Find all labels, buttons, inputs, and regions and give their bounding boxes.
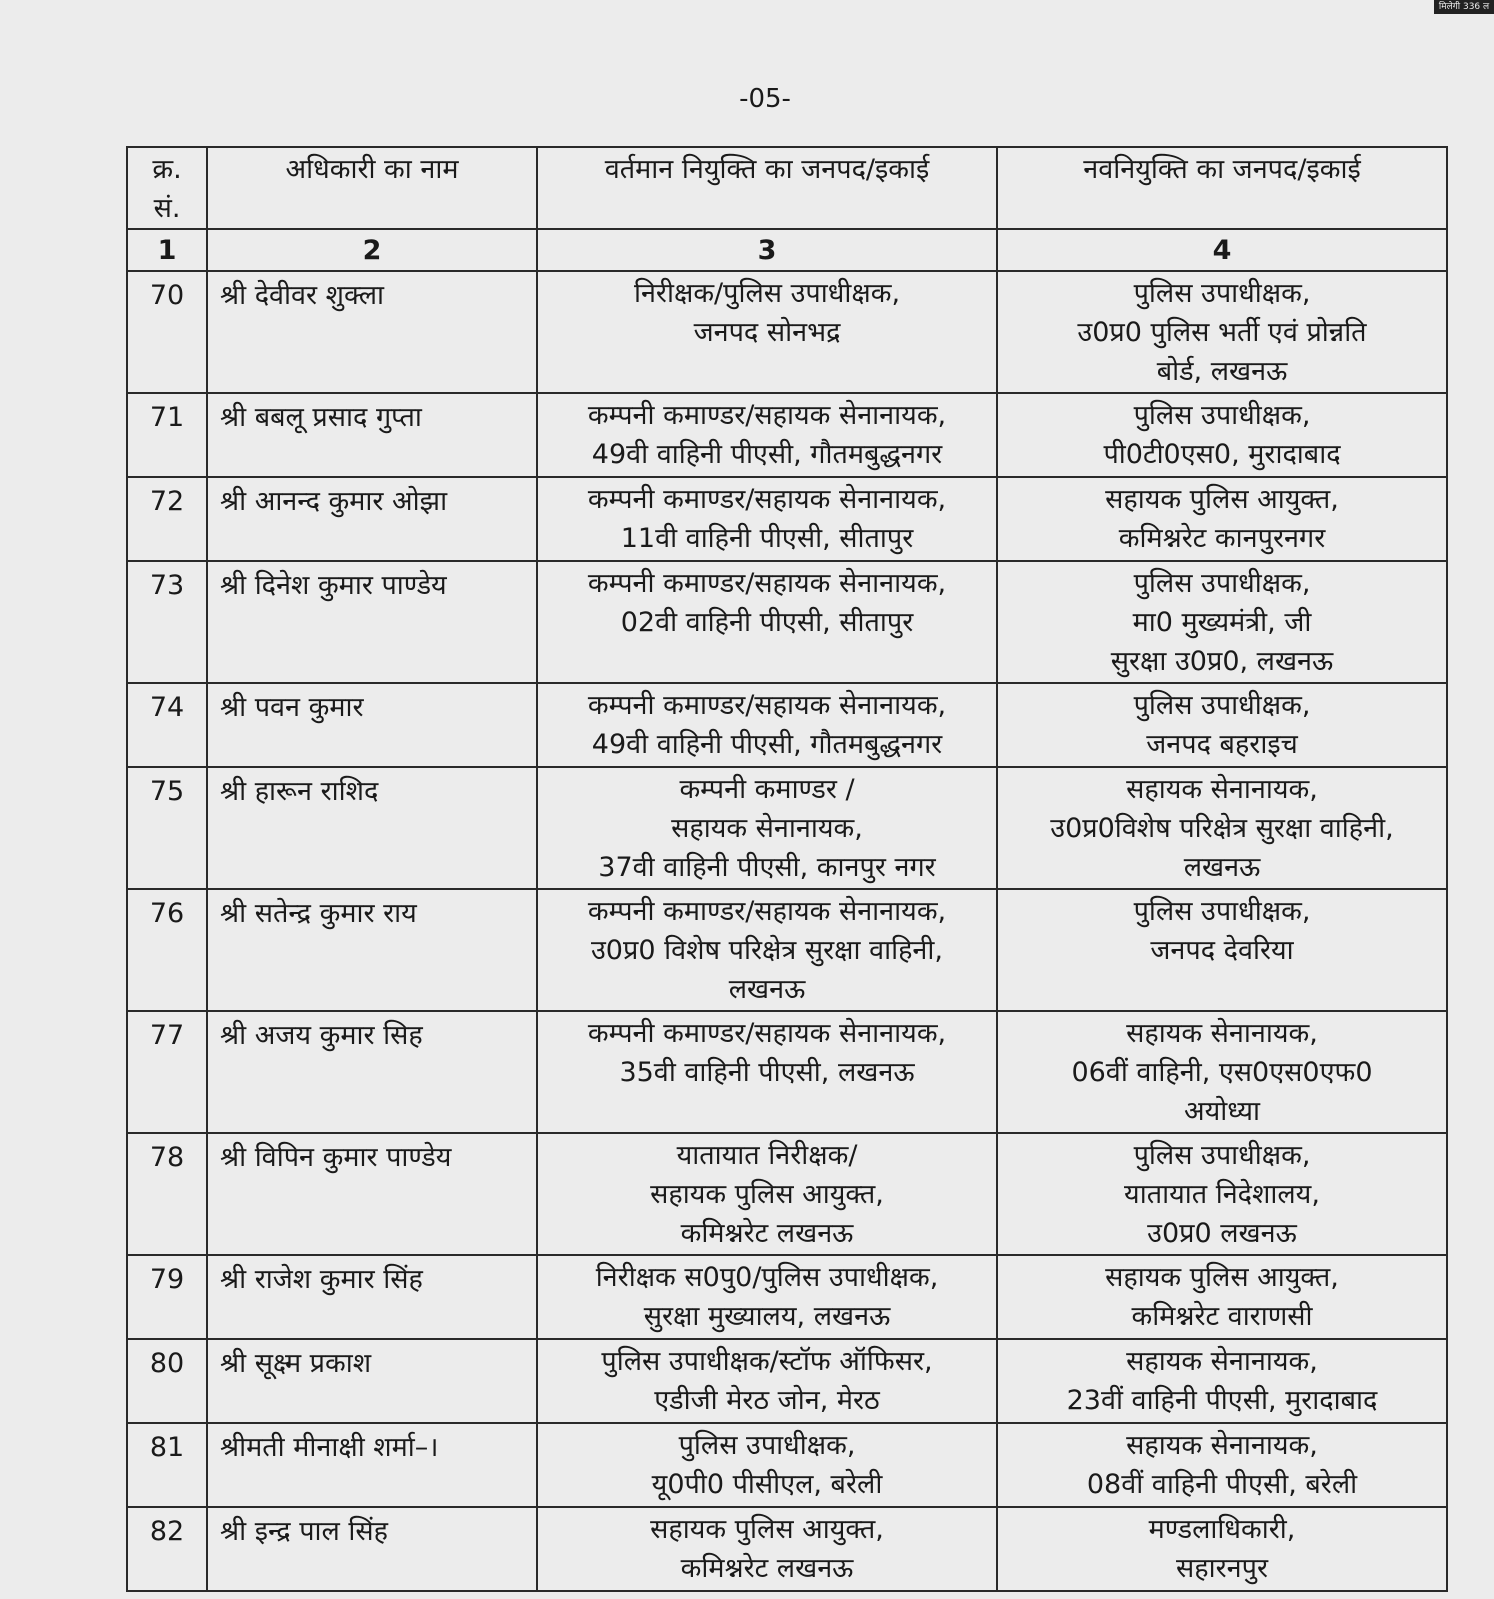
officer-name: श्री दिनेश कुमार पाण्डेय [207,561,537,683]
new-posting: सहायक पुलिस आयुक्त, कमिश्नरेट कानपुरनगर [997,477,1447,561]
serial-number: 70 [127,271,207,393]
new-posting: पुलिस उपाधीक्षक, यातायात निदेशालय, उ0प्र0 लखनऊ [997,1133,1447,1255]
table-row [127,1339,1447,1423]
new-posting: सहायक सेनानायक, उ0प्र0विशेष परिक्षेत्र सुरक्षा वाहिनी, लखनऊ [997,767,1447,889]
serial-number: 72 [127,477,207,561]
page-number: -05- [739,84,791,114]
serial-number: 79 [127,1255,207,1339]
header-current-posting: वर्तमान नियुक्ति का जनपद/इकाई [537,147,997,229]
officer-name: श्री आनन्द कुमार ओझा [207,477,537,561]
corner-tag: मिलेगी 336 ल [1434,0,1494,14]
new-posting: सहायक सेनानायक, 06वीं वाहिनी, एस0एस0एफ0 अयोध्या [997,1011,1447,1133]
current-posting: कम्पनी कमाण्डर/सहायक सेनानायक, 49वी वाहिनी पीएसी, गौतमबुद्धनगर [537,683,997,767]
serial-number: 82 [127,1507,207,1591]
officer-name: श्रीमती मीनाक्षी शर्मा–। [207,1423,537,1507]
header-row [127,147,1447,229]
officer-name: श्री पवन कुमार [207,683,537,767]
officer-name: श्री सूक्ष्म प्रकाश [207,1339,537,1423]
table-row [127,561,1447,683]
serial-number: 78 [127,1133,207,1255]
table-row [127,1507,1447,1591]
new-posting: सहायक सेनानायक, 08वीं वाहिनी पीएसी, बरेली [997,1423,1447,1507]
serial-number: 80 [127,1339,207,1423]
transfer-table [126,146,1448,1592]
table-row [127,683,1447,767]
table-row [127,271,1447,393]
new-posting: पुलिस उपाधीक्षक, मा0 मुख्यमंत्री, जी सुरक्षा उ0प्र0, लखनऊ [997,561,1447,683]
current-posting: निरीक्षक/पुलिस उपाधीक्षक, जनपद सोनभद्र [537,271,997,393]
officer-name: श्री इन्द्र पाल सिंह [207,1507,537,1591]
table-row [127,767,1447,889]
current-posting: यातायात निरीक्षक/ सहायक पुलिस आयुक्त, कमिश्नरेट लखनऊ [537,1133,997,1255]
officer-name: श्री विपिन कुमार पाण्डेय [207,1133,537,1255]
current-posting: सहायक पुलिस आयुक्त, कमिश्नरेट लखनऊ [537,1507,997,1591]
officer-name: श्री राजेश कुमार सिंह [207,1255,537,1339]
current-posting: कम्पनी कमाण्डर / सहायक सेनानायक, 37वी वाहिनी पीएसी, कानपुर नगर [537,767,997,889]
serial-number: 76 [127,889,207,1011]
serial-number: 73 [127,561,207,683]
column-number: 2 [207,229,537,271]
header-new-posting: नवनियुक्ति का जनपद/इकाई [997,147,1447,229]
table-row [127,1133,1447,1255]
serial-number: 74 [127,683,207,767]
new-posting: पुलिस उपाधीक्षक, जनपद बहराइच [997,683,1447,767]
officer-name: श्री बबलू प्रसाद गुप्ता [207,393,537,477]
new-posting: मण्डलाधिकारी, सहारनपुर [997,1507,1447,1591]
officer-name: श्री अजय कुमार सिह [207,1011,537,1133]
table-row [127,1423,1447,1507]
current-posting: कम्पनी कमाण्डर/सहायक सेनानायक, 11वी वाहिनी पीएसी, सीतापुर [537,477,997,561]
current-posting: कम्पनी कमाण्डर/सहायक सेनानायक, 49वी वाहिनी पीएसी, गौतमबुद्धनगर [537,393,997,477]
new-posting: पुलिस उपाधीक्षक, पी0टी0एस0, मुरादाबाद [997,393,1447,477]
table-row [127,477,1447,561]
current-posting: निरीक्षक स0पु0/पुलिस उपाधीक्षक, सुरक्षा मुख्यालय, लखनऊ [537,1255,997,1339]
table-row [127,1011,1447,1133]
officer-name: श्री देवीवर शुक्ला [207,271,537,393]
new-posting: सहायक पुलिस आयुक्त, कमिश्नरेट वाराणसी [997,1255,1447,1339]
new-posting: पुलिस उपाधीक्षक, उ0प्र0 पुलिस भर्ती एवं प्रोन्नति बोर्ड, लखनऊ [997,271,1447,393]
current-posting: कम्पनी कमाण्डर/सहायक सेनानायक, 02वी वाहिनी पीएसी, सीतापुर [537,561,997,683]
column-number: 4 [997,229,1447,271]
table-row [127,889,1447,1011]
current-posting: पुलिस उपाधीक्षक, यू0पी0 पीसीएल, बरेली [537,1423,997,1507]
table-row [127,1255,1447,1339]
column-number: 3 [537,229,997,271]
column-number: 1 [127,229,207,271]
new-posting: सहायक सेनानायक, 23वीं वाहिनी पीएसी, मुरादाबाद [997,1339,1447,1423]
serial-number: 81 [127,1423,207,1507]
header-officer-name: अधिकारी का नाम [207,147,537,229]
current-posting: कम्पनी कमाण्डर/सहायक सेनानायक, उ0प्र0 विशेष परिक्षेत्र सुरक्षा वाहिनी, लखनऊ [537,889,997,1011]
officer-name: श्री सतेन्द्र कुमार राय [207,889,537,1011]
officer-name: श्री हारून राशिद [207,767,537,889]
serial-number: 75 [127,767,207,889]
current-posting: पुलिस उपाधीक्षक/स्टॉफ ऑफिसर, एडीजी मेरठ जोन, मेरठ [537,1339,997,1423]
serial-number: 71 [127,393,207,477]
table-row [127,393,1447,477]
column-number-row [127,229,1447,271]
serial-number: 77 [127,1011,207,1133]
header-serial: क्र. सं. [127,147,207,229]
new-posting: पुलिस उपाधीक्षक, जनपद देवरिया [997,889,1447,1011]
current-posting: कम्पनी कमाण्डर/सहायक सेनानायक, 35वी वाहिनी पीएसी, लखनऊ [537,1011,997,1133]
